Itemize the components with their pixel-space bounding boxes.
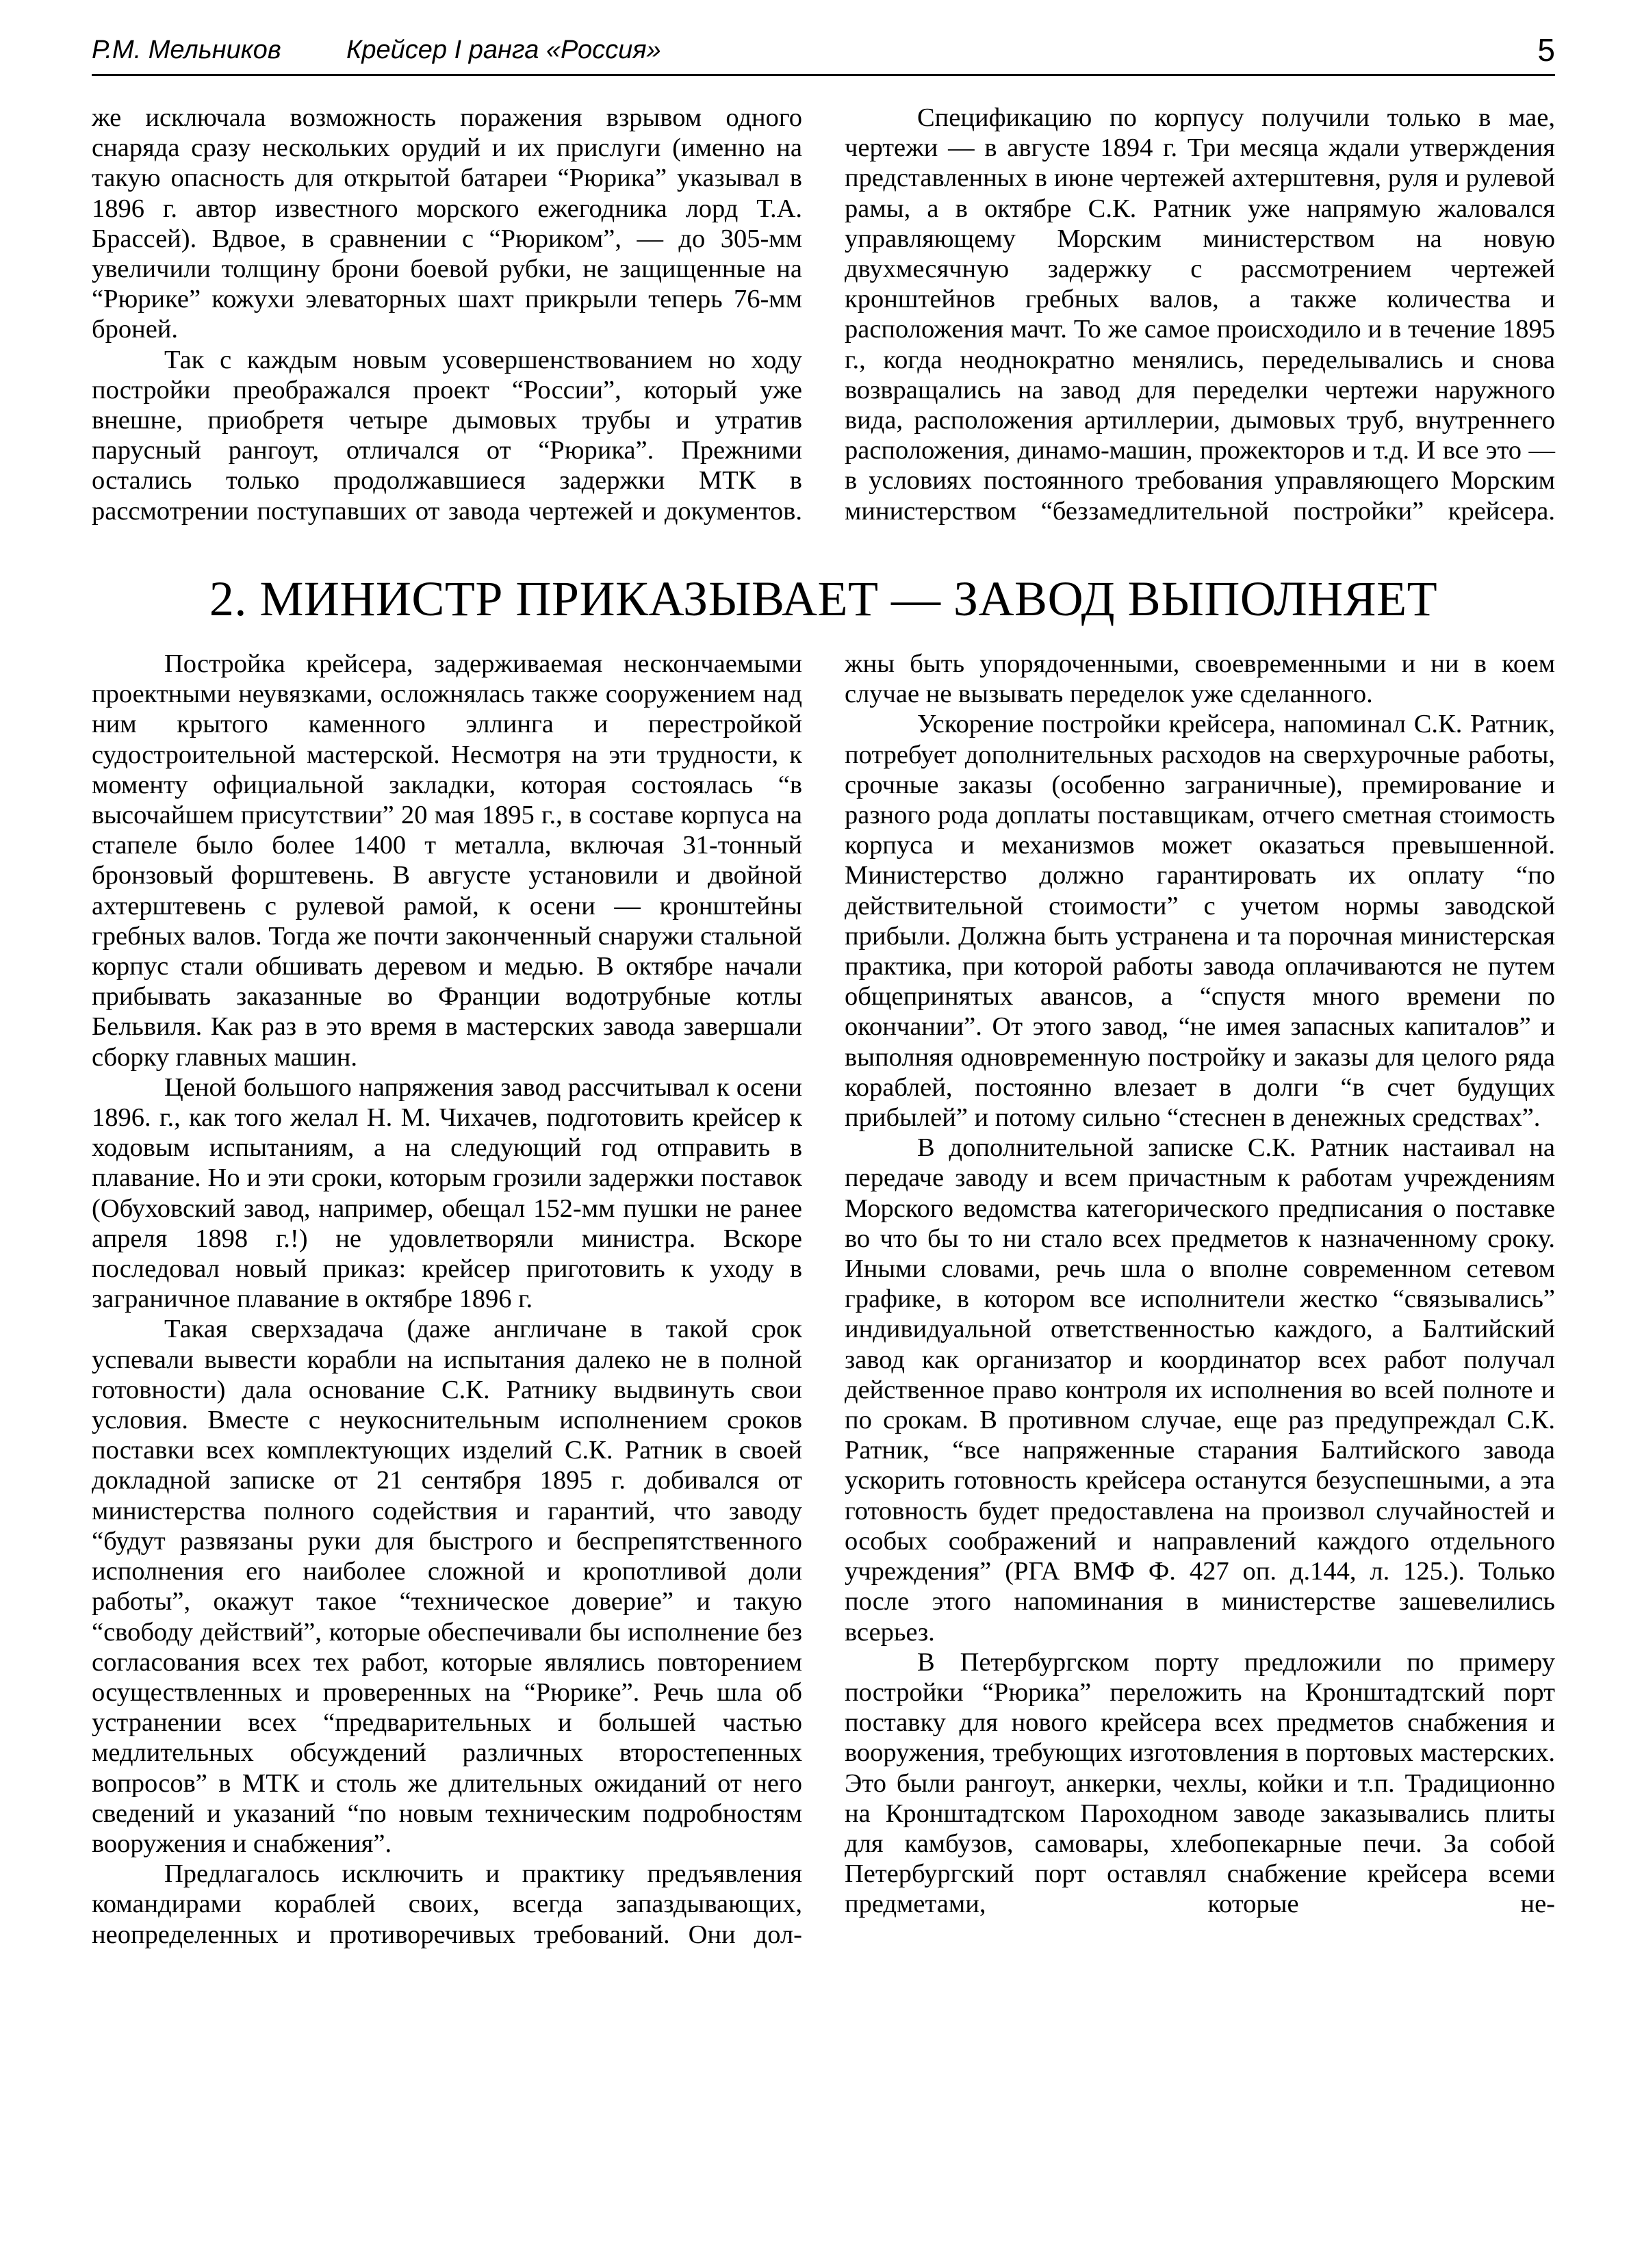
section-heading: 2. МИНИСТР ПРИКАЗЫВАЕТ — ЗАВОД ВЫПОЛНЯЕТ xyxy=(209,571,1438,626)
paragraph: же исключала возможность поражения взрывом одного снаряда сразу нескольких орудий и их прислуги (именно на такую опасность для открытой батареи “Рюрика” указывал в 1896 г. автор известного морского ежегодника лорд Т.А. Брассей). Вдвое, в сравнении с “Рюриком”, — до 305-мм увеличили толщину брони боевой рубки, не защищенные на “Рюрике” кожухи элеваторных шахт прикрыли теперь 76-мм броней. xyxy=(92,103,802,344)
paragraph: жны быть упорядоченными, своевременными и ни в коем случае не вызывать переделок уже сделанного. xyxy=(845,649,1555,709)
lower-left-column xyxy=(92,649,802,1950)
paragraph: В дополнительной записке С.К. Ратник настаивал на передаче заводу и всем причастным к работам учреждениям Морского ведомства категорического предписания о поставке во что бы то ни стало всех предметов к назначенному сроку. Иными словами, речь шла о вполне современном сетевом графике, в котором все исполнители жестко “связывались” индивидуальной ответственностью каждого, а Балтийский завод как организатор и координатор всех работ получал действенное право контроля их исполнения во всей полноте и по срокам. В противном случае, еще раз предупреждал С.К. Ратник, “все напряженные старания Балтийского завода ускорить готовность крейсера останутся безуспешными, а эта готовность будет предоставлена на произвол случайностей и особых соображений и направлений каждого отдельного учреждения” (РГА ВМФ Ф. 427 оп. д.144, л. 125.). Только после этого напоминания в министерстве зашевелились всерьез. xyxy=(845,1133,1555,1647)
header-divider xyxy=(92,74,1555,76)
paragraph: Предлагалось исключить и практику предъявления командирами кораблей своих, всегда запаздывающих, неопределенных и противоречивых требований. Они дол- xyxy=(92,1859,802,1949)
paragraph: Такая сверхзадача (даже англичане в такой срок успевали вывести корабли на испытания далеко не в полной готовности) дала основание С.К. Ратнику выдвинуть свои условия. Вместе с неукоснительным исполнением сроков поставки всех комплектующих изделий С.К. Ратник в своей докладной записке от 21 сентября 1895 г. добивался от министерства полного содействия и гарантий, что заводу “будут развязаны руки для быстрого и беспрепятственного исполнения его наиболее сложной и кропотливой доли работы”, окажут такое “техническое доверие” и такую “свободу действий”, которые обеспечивали бы исполнение без согласования всех тех работ, которые являлись повторением осуществленных и проверенных на “Рюрике”. Речь шла об устранении всех “предварительных и большей частью медлительных обсуждений различных второстепенных вопросов” в МТК и столь же длительных ожиданий от него сведений и указаний “по новым техническим подробностям вооружения и снабжения”. xyxy=(92,1315,802,1858)
paragraph: В Петербургском порту предложили по примеру постройки “Рюрика” переложить на Кронштадтский порт поставку для нового крейсера всех предметов снабжения и вооружения, требующих изготовления в портовых мастерских. Это были рангоут, анкерки, чехлы, койки и т.п. Традиционно на Кронштадтском Пароходном заводе заказывались плиты для камбузов, самовары, хлебопекарные печи. За собой Петербургский порт оставлял снабжение крейсера всеми предметами, которые не- xyxy=(845,1647,1555,1919)
paragraph: Ценой большого напряжения завод рассчитывал к осени 1896. г., как того желал Н. М. Чихачев, подготовить крейсер к ходовым испытаниям, а на следующий год отправить в плавание. Но и эти сроки, которым грозили задержки поставок (Обуховский завод, например, обещал 152-мм пушки не ранее апреля 1898 г.!) не удовлетворяли министра. Вскоре последовал новый приказ: крейсер приготовить к уходу в заграничное плавание в октябре 1896 г. xyxy=(92,1072,802,1314)
header-author: Р.М. Мельников xyxy=(92,36,281,64)
upper-right-column xyxy=(845,103,1555,526)
paragraph: Постройка крейсера, задерживаемая нескончаемыми проектными неувязками, осложнялась также сооружением над ним крытого каменного эллинга и перестройкой судостроительной мастерской. Несмотря на эти трудности, к моменту официальной закладки, которая состоялась “в высочайшем присутствии” 20 мая 1895 г., в составе корпуса на стапеле было более 1400 т металла, включая 31-тонный бронзовый форштевень. В августе установили и двойной ахтерштевень с рулевой рамой, к осени — кронштейны гребных валов. Тогда же почти законченный снаружи стальной корпус стали обшивать деревом и медью. В октябре начали прибывать заказанные во Франции водотрубные котлы Бельвиля. Как раз в это время в мастерских завода завершали сборку главных машин. xyxy=(92,649,802,1072)
running-header xyxy=(92,29,1555,71)
header-book-title: Крейсер I ранга «Россия» xyxy=(346,36,661,64)
paragraph: Так с каждым новым усовершенствованием но ходу постройки преображался проект “России”, который уже внешне, приобретя четыре дымовых трубы и утратив парусный рангоут, отличался от “Рюрика”. Прежними остались только продолжавшиеся задержки МТК в рассмотрении поступавших от завода чертежей и документов. xyxy=(92,345,802,526)
paragraph: Ускорение постройки крейсера, напоминал С.К. Ратник, потребует дополнительных расходов на сверхурочные работы, срочные заказы (особенно заграничные), премирование и разного рода доплаты поставщикам, отчего сметная стоимость корпуса и механизмов может оказаться превышенной. Министерство должно гарантировать их оплату “по действительной стоимости” с учетом нормы заводской прибыли. Должна быть устранена и та порочная министерская практика, при которой работы завода оплачиваются не путем общепринятых авансов, а “спустя много времени по окончании”. От этого завод, “не имея запасных капиталов” и выполняя одновременную постройку и заказы для целого ряда кораблей, постоянно влезает в долги “в счет будущих прибылей” и потому сильно “стеснен в денежных средствах”. xyxy=(845,710,1555,1133)
lower-right-column xyxy=(845,649,1555,1920)
page-number: 5 xyxy=(1537,32,1555,68)
paragraph: Спецификацию по корпусу получили только в мае, чертежи — в августе 1894 г. Три месяца ждали утверждения представленных в июне чертежей ахтерштевня, руля и рулевой рамы, а в октябре С.К. Ратник уже напрямую жаловался управляющему Морским министерством на новую двухмесячную задержку с рассмотрением чертежей кронштейнов гребных валов, а также количества и расположения мачт. То же самое происходило и в течение 1895 г., когда неоднократно менялись, переделывались и снова возвращались на завод для переделки чертежи наружного вида, расположения артиллерии, дымовых труб, внутреннего расположения, динамо-машин, прожекторов и т.д. И все это — в условиях постоянного требования управляющего Морским министерством “беззамедлительной постройки” крейсера. xyxy=(845,103,1555,526)
upper-left-column xyxy=(92,103,802,526)
